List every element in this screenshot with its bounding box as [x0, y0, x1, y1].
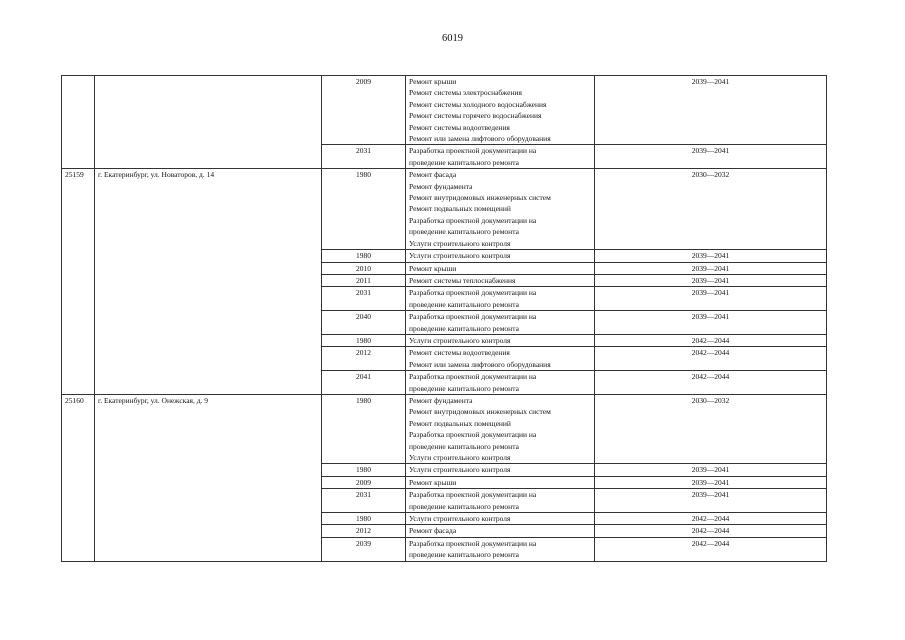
work-item: Ремонт системы электроснабжения [409, 88, 522, 98]
works-cell [406, 371, 595, 395]
building-number: 25160 [62, 394, 95, 561]
work-item: Услуги строительного контроля [409, 238, 511, 248]
work-item: Услуги строительного контроля [409, 251, 511, 261]
year-cell: 1980 [322, 464, 406, 476]
works-cell [406, 513, 595, 525]
table-body [62, 76, 827, 562]
works-cell [406, 274, 595, 286]
work-item: Разработка проектной документации на [409, 146, 537, 156]
work-item: Ремонт системы холодного водоснабжения [409, 99, 547, 109]
work-item: Ремонт подвальных помещений [409, 418, 511, 428]
works-cell [406, 76, 595, 145]
work-item: Ремонт системы горячего водоснабжения [409, 111, 542, 121]
works-cell [406, 525, 595, 537]
period-cell: 2042—2044 [595, 537, 827, 561]
table-row [62, 394, 827, 463]
year-cell: 2031 [322, 145, 406, 169]
work-item: Услуги строительного контроля [409, 453, 511, 462]
building-number: 25159 [62, 169, 95, 395]
work-item: проведение капитального ремонта [409, 323, 519, 333]
work-item: Ремонт системы водоотведения [409, 122, 510, 132]
work-item: Услуги строительного контроля [409, 465, 511, 475]
works-cell [406, 394, 595, 463]
building-address: г. Екатеринбург, ул. Новаторов, д. 14 [95, 169, 322, 395]
year-cell: 2012 [322, 525, 406, 537]
period-cell: 2042—2044 [595, 334, 827, 346]
work-item: проведение капитального ремонта [409, 441, 519, 451]
work-item: проведение капитального ремонта [409, 299, 519, 309]
year-cell: 2012 [322, 347, 406, 371]
year-cell: 2010 [322, 262, 406, 274]
work-item: проведение капитального ремонта [409, 157, 519, 167]
work-item: Ремонт или замена лифтового оборудования [409, 359, 551, 369]
works-cell [406, 464, 595, 476]
works-cell [406, 169, 595, 250]
period-cell: 2039—2041 [595, 145, 827, 169]
works-cell [406, 489, 595, 513]
works-cell [406, 311, 595, 335]
year-cell: 2031 [322, 489, 406, 513]
work-item: Ремонт внутридомовых инженерных систем [409, 407, 551, 417]
work-item: Ремонт системы теплоснабжения [409, 275, 516, 285]
works-cell [406, 334, 595, 346]
work-item: Разработка проектной документации на [409, 215, 537, 225]
work-item: Ремонт или замена лифтового оборудования [409, 134, 551, 144]
table-row [62, 169, 827, 250]
period-cell: 2042—2044 [595, 513, 827, 525]
year-cell: 2031 [322, 287, 406, 311]
work-item: Ремонт крыши [409, 477, 457, 487]
period-cell: 2039—2041 [595, 311, 827, 335]
period-cell: 2039—2041 [595, 489, 827, 513]
work-item: Разработка проектной документации на [409, 490, 537, 500]
work-item: проведение капитального ремонта [409, 550, 519, 560]
period-cell: 2039—2041 [595, 274, 827, 286]
works-cell [406, 347, 595, 371]
period-cell: 2039—2041 [595, 262, 827, 274]
period-cell: 2042—2044 [595, 347, 827, 371]
work-item: Ремонт фасада [409, 170, 457, 180]
work-item: Разработка проектной документации на [409, 430, 537, 440]
page-number: 6019 [442, 33, 463, 44]
period-cell: 2039—2041 [595, 250, 827, 262]
year-cell: 2009 [322, 476, 406, 488]
period-cell: 2042—2044 [595, 525, 827, 537]
period-cell: 2042—2044 [595, 371, 827, 395]
work-item: Разработка проектной документации на [409, 288, 537, 298]
work-item: Ремонт системы водоотведения [409, 348, 510, 358]
works-cell [406, 250, 595, 262]
work-item: Ремонт крыши [409, 263, 457, 273]
work-item: Ремонт фундамента [409, 395, 473, 405]
period-cell: 2039—2041 [595, 76, 827, 145]
period-cell: 2039—2041 [595, 464, 827, 476]
work-item: Ремонт фундамента [409, 181, 473, 191]
work-item: Услуги строительного контроля [409, 335, 511, 345]
year-cell: 2040 [322, 311, 406, 335]
period-cell: 2030—2032 [595, 169, 827, 250]
work-item: проведение капитального ремонта [409, 227, 519, 237]
capital-repair-table [61, 75, 827, 562]
work-item: Ремонт фасада [409, 526, 457, 536]
works-cell [406, 287, 595, 311]
building-address: г. Екатеринбург, ул. Онежская, д. 9 [95, 394, 322, 561]
year-cell: 2009 [322, 76, 406, 145]
year-cell: 1980 [322, 169, 406, 250]
works-cell [406, 537, 595, 561]
works-cell [406, 262, 595, 274]
building-address [95, 76, 322, 169]
work-item: проведение капитального ремонта [409, 501, 519, 511]
year-cell: 1980 [322, 334, 406, 346]
work-item: Услуги строительного контроля [409, 514, 511, 524]
year-cell: 1980 [322, 513, 406, 525]
year-cell: 1980 [322, 250, 406, 262]
period-cell: 2039—2041 [595, 476, 827, 488]
table-row [62, 76, 827, 145]
year-cell: 2041 [322, 371, 406, 395]
work-item: Ремонт подвальных помещений [409, 204, 511, 214]
work-item: Разработка проектной документации на [409, 372, 537, 382]
work-item: проведение капитального ремонта [409, 383, 519, 393]
work-item: Разработка проектной документации на [409, 538, 537, 548]
period-cell: 2039—2041 [595, 287, 827, 311]
works-cell [406, 145, 595, 169]
period-cell: 2030—2032 [595, 394, 827, 463]
works-cell [406, 476, 595, 488]
year-cell: 2039 [322, 537, 406, 561]
work-item: Ремонт крыши [409, 77, 457, 86]
year-cell: 1980 [322, 394, 406, 463]
year-cell: 2011 [322, 274, 406, 286]
building-number [62, 76, 95, 169]
work-item: Разработка проектной документации на [409, 312, 537, 322]
work-item: Ремонт внутридомовых инженерных систем [409, 193, 551, 203]
